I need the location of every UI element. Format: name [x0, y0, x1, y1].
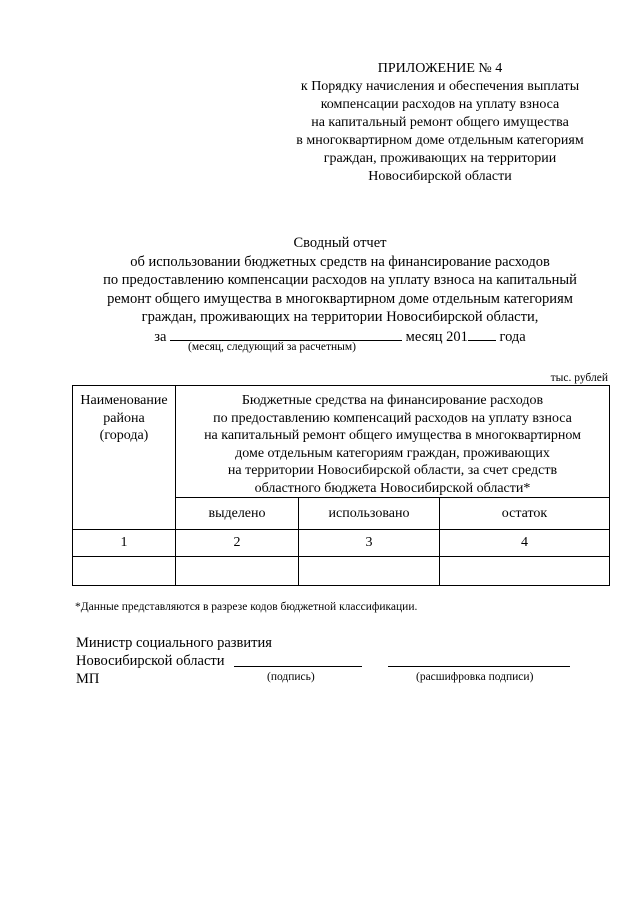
period-month-blank	[170, 327, 402, 341]
table-cell	[73, 557, 176, 586]
column-number: 4	[440, 530, 610, 557]
header-allocated: выделено	[176, 498, 299, 530]
appendix-title: ПРИЛОЖЕНИЕ № 4	[377, 61, 503, 76]
signature-decode-caption: (расшифровка подписи)	[416, 671, 534, 683]
appendix-line: Новосибирской области	[368, 169, 512, 184]
appendix-line: граждан, проживающих на территории	[323, 151, 557, 166]
header-used: использовано	[299, 498, 440, 530]
appendix-line: к Порядку начисления и обеспечения выплаты	[300, 79, 580, 94]
report-table	[72, 385, 610, 586]
report-subtitle-line: граждан, проживающих на территории Новосибирской области,	[141, 309, 539, 325]
report-subtitle-line: об использовании бюджетных средств на финансирование расходов	[130, 253, 550, 270]
signature-caption: (подпись)	[267, 671, 315, 683]
appendix-header	[270, 60, 610, 186]
header-budget-line: на территории Новосибирской области, за счет средств	[227, 463, 558, 478]
appendix-line: на капитальный ремонт общего имущества	[311, 115, 569, 130]
units-label: тыс. рублей	[550, 372, 608, 384]
signature-block	[76, 634, 272, 688]
period-year-blank	[468, 327, 496, 341]
header-district-line: района	[103, 410, 145, 426]
header-budget-line: по предоставлению компенсаций расходов на уплату взноса	[213, 410, 572, 426]
seal-label: МП	[76, 671, 100, 687]
header-budget-line: на капитальный ремонт общего имущества в многоквартирном	[204, 428, 581, 443]
header-budget-line: Бюджетные средства на финансирование расходов	[241, 393, 544, 408]
header-budget-line: областного бюджета Новосибирской области*	[254, 480, 531, 496]
header-remainder: остаток	[440, 498, 610, 530]
header-district-line: Наименование	[80, 393, 168, 408]
period-year-label: года	[499, 328, 526, 345]
signature-decode-line	[388, 666, 570, 667]
column-number: 1	[73, 530, 176, 557]
period-month-label: месяц 201	[405, 328, 468, 345]
footnote: *Данные представляются в разрезе кодов бюджетной классификации.	[75, 601, 418, 613]
report-title-block	[60, 234, 620, 346]
table-cell	[176, 557, 299, 586]
signature-line	[234, 666, 362, 667]
signatory-region: Новосибирской области	[76, 653, 225, 669]
table-cell	[440, 557, 610, 586]
appendix-line: в многоквартирном доме отдельным категориям	[296, 133, 584, 148]
period-hint: (месяц, следующий за расчетным)	[188, 341, 356, 353]
header-budget-line: доме отдельным категориям граждан, проживающих	[235, 445, 550, 461]
column-number: 3	[299, 530, 440, 557]
report-subtitle-line: ремонт общего имущества в многоквартирном доме отдельным категориям	[107, 290, 573, 307]
header-district-name	[73, 386, 176, 530]
appendix-line: компенсации расходов на уплату взноса	[320, 97, 560, 112]
table-cell	[299, 557, 440, 586]
period-prefix: за	[154, 328, 167, 345]
column-number: 2	[176, 530, 299, 557]
report-title: Сводный отчет	[293, 235, 387, 251]
signatory-title: Министр социального развития	[76, 635, 272, 651]
report-subtitle-line: по предоставлению компенсации расходов на уплату взноса на капитальный	[103, 272, 577, 288]
header-district-line: (города)	[99, 428, 149, 443]
header-budget-funds	[176, 386, 610, 498]
